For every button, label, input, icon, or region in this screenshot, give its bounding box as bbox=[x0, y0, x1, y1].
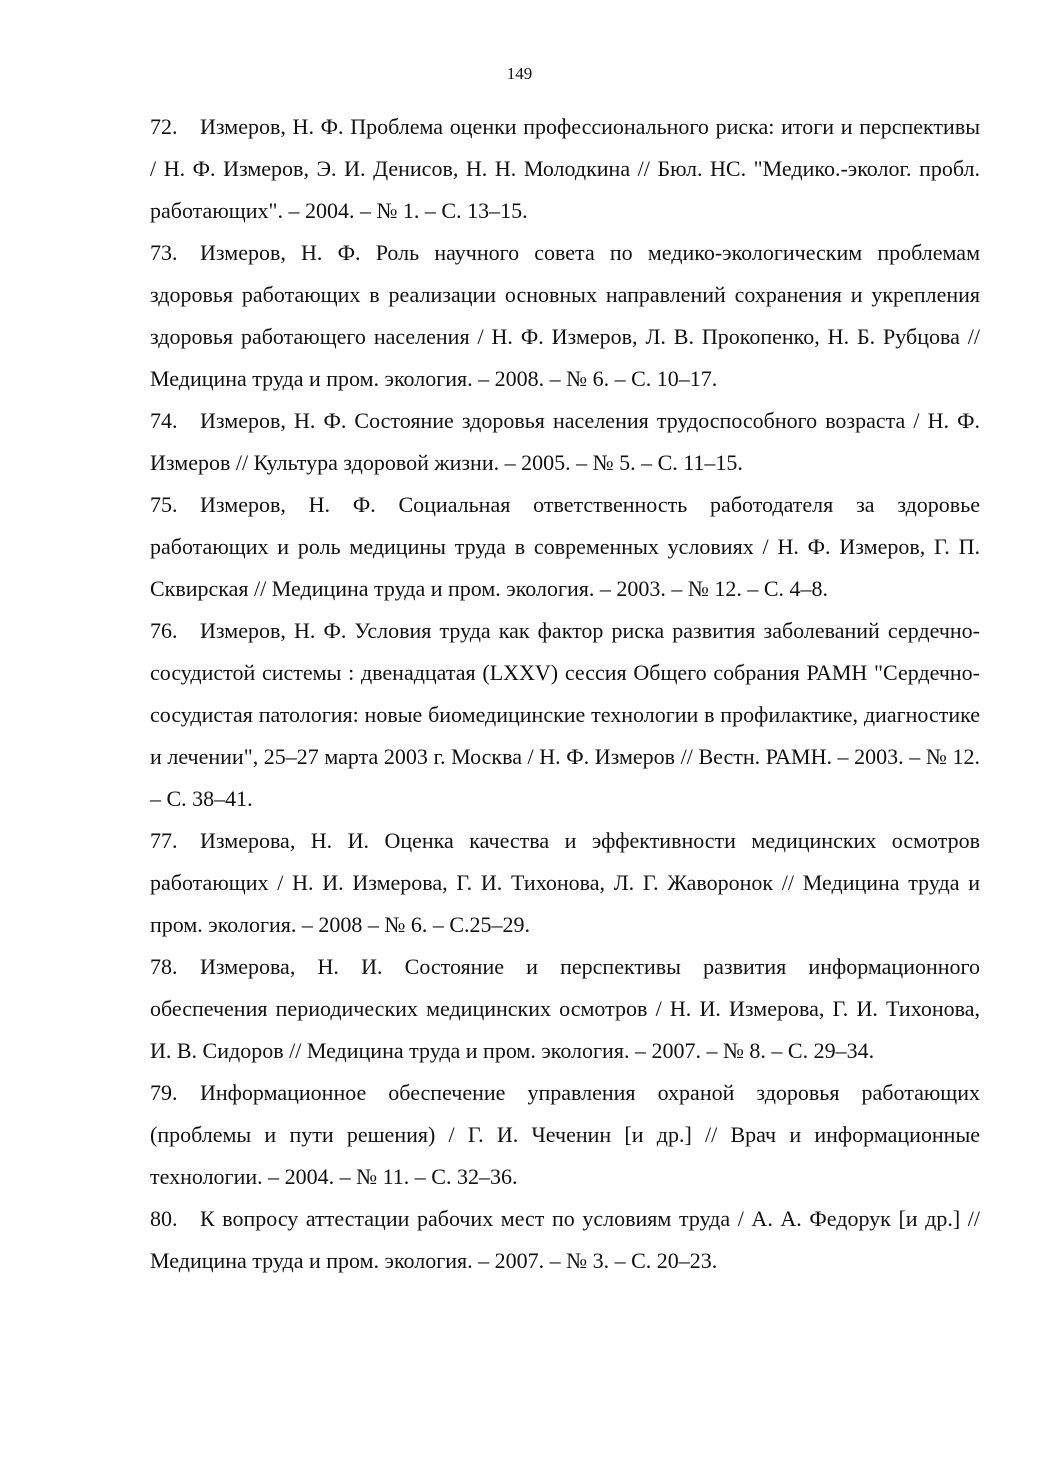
reference-item bbox=[150, 232, 980, 400]
reference-number: 75. bbox=[150, 492, 178, 517]
reference-list bbox=[150, 106, 980, 1282]
reference-item bbox=[150, 610, 980, 820]
reference-number: 78. bbox=[150, 954, 178, 979]
reference-text: Измеров, Н. Ф. Состояние здоровья населения трудоспособного возраста / Н. Ф. Измеров // Культура здоровой жизни. – 2005. – № 5. – С. 11–15. bbox=[150, 408, 980, 475]
reference-text: К вопросу аттестации рабочих мест по условиям труда / А. А. Федорук [и др.] // Медицина труда и пром. экология. – 2007. – № 3. – С. 20–23. bbox=[150, 1206, 980, 1273]
reference-number: 73. bbox=[150, 240, 178, 265]
reference-item bbox=[150, 106, 980, 232]
reference-item bbox=[150, 484, 980, 610]
reference-number: 76. bbox=[150, 618, 178, 643]
reference-number: 74. bbox=[150, 408, 178, 433]
reference-text: Измеров, Н. Ф. Социальная ответственность работодателя за здоровье работающих и роль медицины труда в современных условиях / Н. Ф. Измеров, Г. П. Сквирская // Медицина труда и пром. экология. – 2003. – № 12. – С. 4–8. bbox=[150, 492, 980, 601]
reference-item bbox=[150, 400, 980, 484]
reference-item bbox=[150, 820, 980, 946]
reference-number: 80. bbox=[150, 1206, 178, 1231]
reference-number: 77. bbox=[150, 828, 178, 853]
reference-text: Измеров, Н. Ф. Условия труда как фактор риска развития заболеваний сердечно-сосудистой системы : двенадцатая (LXXV) сессия Общего собрания РАМН "Сердечно-сосудистая патология: новые биомедицинские технологии в профилактике, диагностике и лечении", 25–27 марта 2003 г. Москва / Н. Ф. Измеров // Вестн. РАМН. – 2003. – № 12. – С. 38–41. bbox=[150, 618, 980, 811]
reference-item bbox=[150, 946, 980, 1072]
reference-number: 72. bbox=[150, 114, 178, 139]
reference-text: Информационное обеспечение управления охраной здоровья работающих (проблемы и пути решения) / Г. И. Чеченин [и др.] // Врач и информационные технологии. – 2004. – № 11. – С. 32–36. bbox=[150, 1080, 980, 1189]
reference-text: Измерова, Н. И. Оценка качества и эффективности медицинских осмотров работающих / Н. И. Измерова, Г. И. Тихонова, Л. Г. Жаворонок // Медицина труда и пром. экология. – 2008 – № 6. – С.25–29. bbox=[150, 828, 980, 937]
reference-text: Измеров, Н. Ф. Проблема оценки профессионального риска: итоги и перспективы / Н. Ф. Измеров, Э. И. Денисов, Н. Н. Молодкина // Бюл. НС. "Медико.-эколог. пробл. работающих". – 2004. – № 1. – С. 13–15. bbox=[150, 114, 980, 223]
reference-item bbox=[150, 1198, 980, 1282]
reference-number: 79. bbox=[150, 1080, 178, 1105]
reference-text: Измерова, Н. И. Состояние и перспективы развития информационного обеспечения периодических медицинских осмотров / Н. И. Измерова, Г. И. Тихонова, И. В. Сидоров // Медицина труда и пром. экология. – 2007. – № 8. – С. 29–34. bbox=[150, 954, 980, 1063]
reference-item bbox=[150, 1072, 980, 1198]
page-number: 149 bbox=[506, 64, 533, 83]
reference-text: Измеров, Н. Ф. Роль научного совета по медико-экологическим проблемам здоровья работающих в реализации основных направлений сохранения и укрепления здоровья работающего населения / Н. Ф. Измеров, Л. В. Прокопенко, Н. Б. Рубцова // Медицина труда и пром. экология. – 2008. – № 6. – С. 10–17. bbox=[150, 240, 980, 391]
